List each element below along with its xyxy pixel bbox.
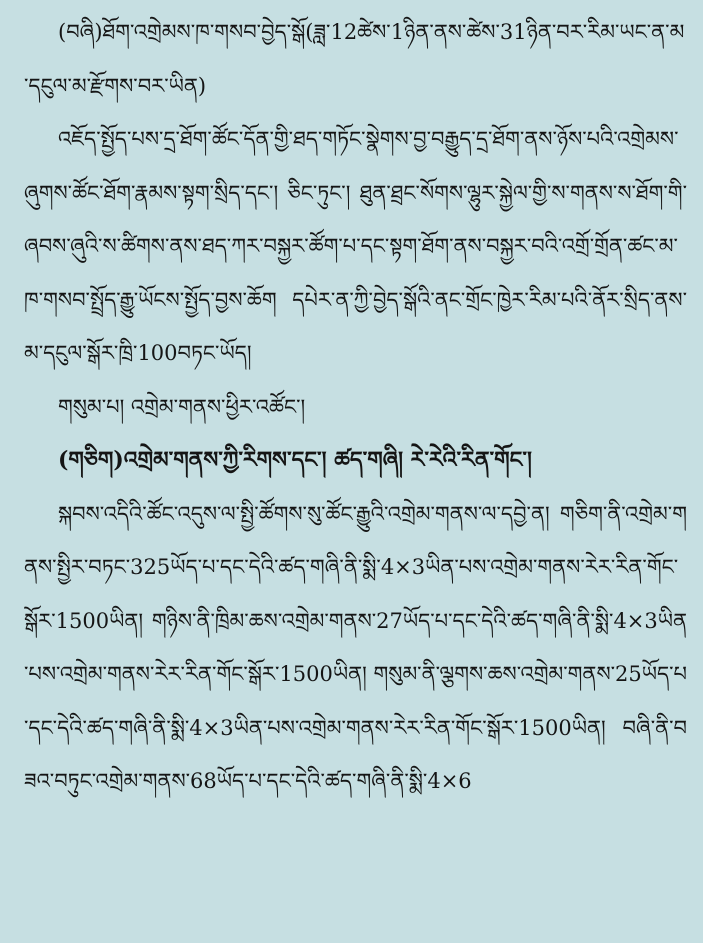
paragraph-online-shopping: འཇོད་སྤྱོད་པས་དྲ་ཐོག་ཚོང་དོན་གྱི་ཐད་གཏོང་སྣེགས་བྱ་བརྒྱུད་དྲ་ཐོག་ནས་ཉོས་པའི་འགྲེམས་ཞུགས་ཚོང་ཐོག་རྣམས་སྟག་སྲིད་དང་། ཅིང་ཏུང་། ཐུན་ཐྲང་སོགས་ལྷུར་སྐྱེལ་གྱི་ས་གནས་ས་ཐོག་གི་ཞབས་ཞུའི་ས་ཚིགས་ནས་ཐད་ཀར་བསྐྱར་ཚོག་པ་དང་སྟག་ཐོག་ནས་བསྐྱར་བའི་འགྲོ་གྲོན་ཚང་མ་ཁ་གསབ་སྤྲོད་རྒྱུ་ཡོངས་སྤྱོད་བྱས་ཆོག དཔེར་ན་ཀྱི་བྱེད་སྒོའི་ནང་གྲོང་ཁྱེར་རིམ་པའི་ནོར་སྲིད་ནས་མ་དངུལ་སྒོར་ཁྲི་100བཏང་ཡོད།: [24, 127, 687, 365]
section-heading-booth-sales: གསུམ་པ། འགྲེམ་གནས་ཕྱིར་འཚོང་།: [58, 394, 306, 419]
paragraph-booth-details: སྐབས་འདིའི་ཚོང་འདུས་ལ་སྤྱི་ཚོགས་སུ་ཚོང་རྒྱུའི་འགྲེམ་གནས་ལ་དབྱེ་ན། གཅིག་ནི་འགྲེམ་གནས་སྤྱིར་བཏང་325ཡོད་པ་དང་དེའི་ཚད་གཞི་ནི་སྨི་4×3ཡིན་པས་འགྲེམ་གནས་རེར་རིན་གོང་སྒོར་1500ཡིན། གཉིས་ནི་ཁྲིམ་ཆས་འགྲེམ་གནས་27ཡོད་པ་དང་དེའི་ཚད་གཞི་ནི་སྨི་4×3ཡིན་པས་འགྲེམ་གནས་རེར་རིན་གོང་སྒོར་1500ཡིན། གསུམ་ནི་ལྕགས་ཆས་འགྲེམ་གནས་25ཡོད་པ་དང་དེའི་ཚད་གཞི་ནི་སྨི་4×3ཡིན་པས་འགྲེམ་གནས་རེར་རིན་གོང་སྒོར་1500ཡིན། བཞི་ནི་བཟའ་བཏུང་འགྲེམ་གནས་68ཡོད་པ་དང་དེའི་ཚད་གཞི་ནི་སྨི་4×6: [24, 501, 687, 793]
subheading-booth-types: (གཅིག)འགྲེམ་གནས་ཀྱི་རིགས་དང་། ཚད་གཞི། རེ་རེའི་རིན་གོང་།: [58, 447, 532, 473]
paragraph-event-dates: (བཞི)ཐོག་འགྲེམས་ཁ་གསབ་བྱེད་སྒོ(ཟླ་12ཚེས་1ཉིན་ནས་ཚེས་31ཉིན་བར་རིམ་ཡང་ན་མ་དངུལ་མ་རྫོགས་བར་ཡིན): [24, 20, 685, 98]
